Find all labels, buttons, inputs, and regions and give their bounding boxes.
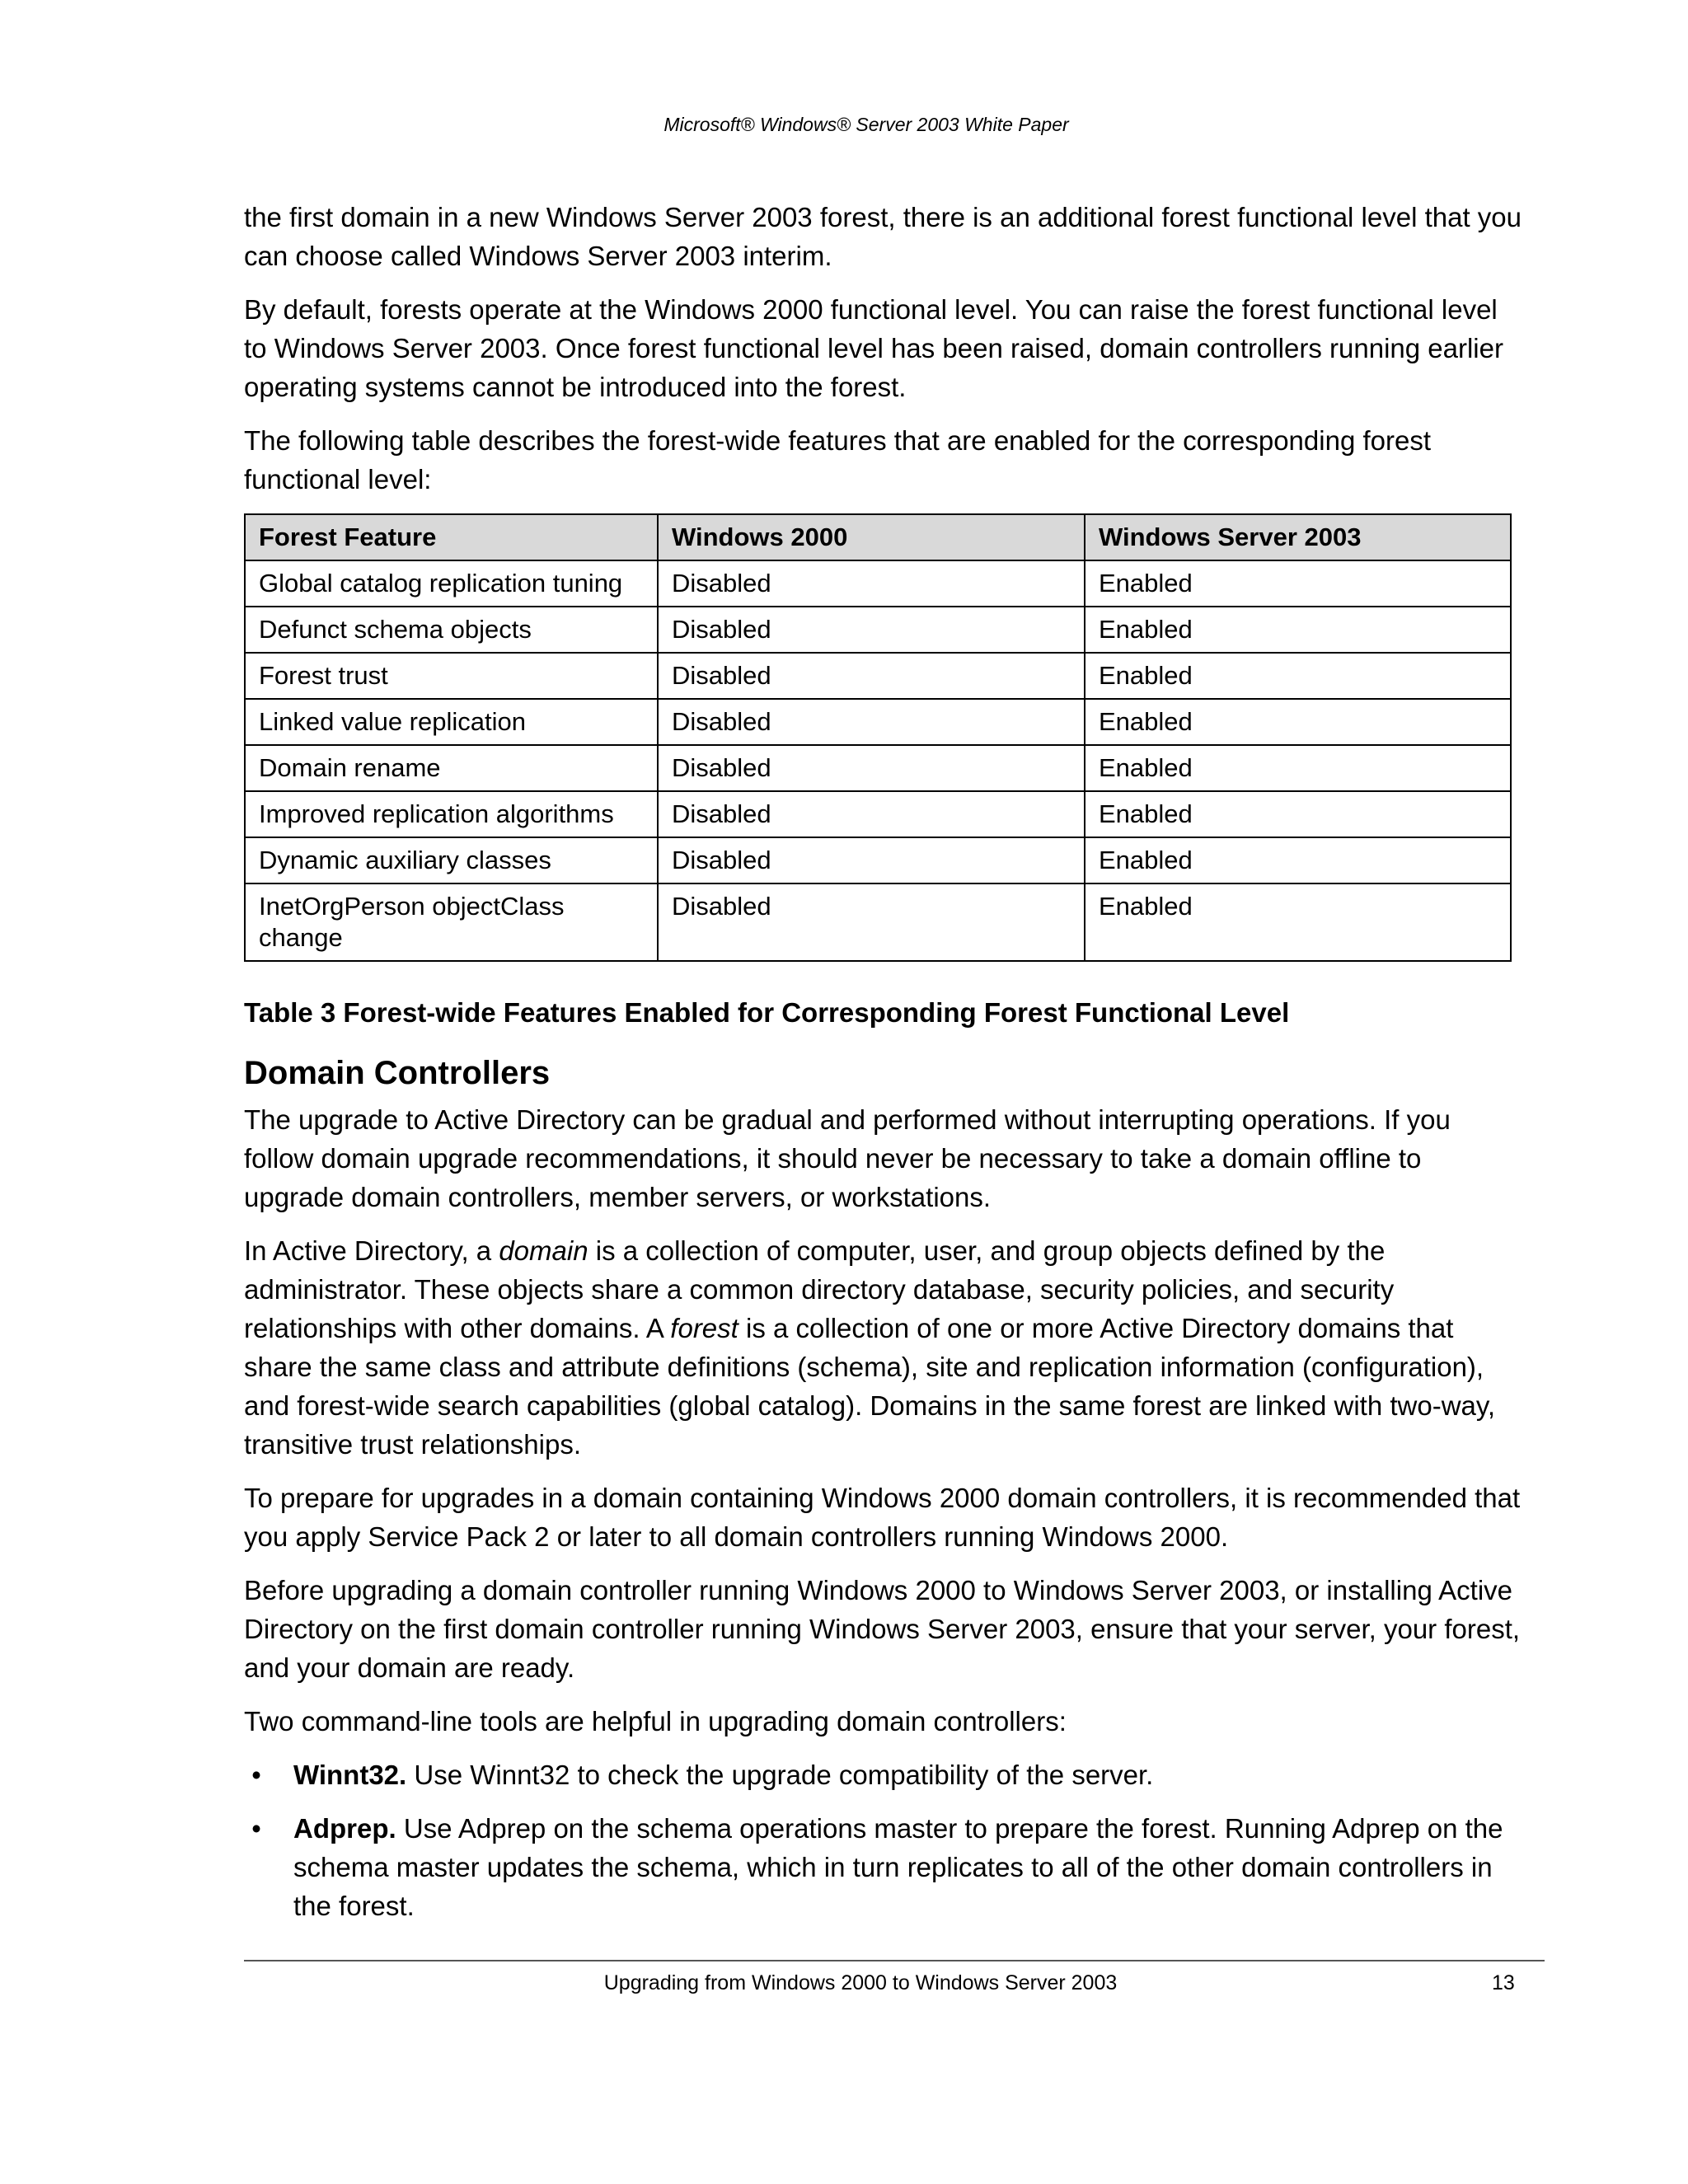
text-run: In Active Directory, a — [244, 1235, 499, 1266]
table-cell: Disabled — [658, 607, 1085, 653]
table-row — [245, 837, 1511, 883]
table-row — [245, 883, 1511, 961]
table-cell: Disabled — [658, 791, 1085, 837]
table-row — [245, 699, 1511, 745]
page-header: Microsoft® Windows® Server 2003 White Paper — [663, 114, 1069, 135]
table-row — [245, 653, 1511, 699]
table-cell: Defunct schema objects — [245, 607, 658, 653]
bullet-icon: • — [251, 1813, 261, 1844]
forest-feature-table — [244, 513, 1512, 962]
section-paragraph-5: Two command-line tools are helpful in upgrading domain controllers: — [244, 1706, 1067, 1736]
list-item-term: Winnt32. — [293, 1760, 407, 1790]
footer-divider — [244, 1960, 1545, 1961]
table-cell: Enabled — [1085, 653, 1511, 699]
section-paragraph-1: The upgrade to Active Directory can be gradual and performed without interrupting operations. If you follow domain upgrade recommendations, it should never be necessary to take a domain offline to upgrade domain controllers, member servers, or workstations. — [244, 1104, 1451, 1212]
page-number: 13 — [1492, 1971, 1515, 1994]
table-cell: Dynamic auxiliary classes — [245, 837, 658, 883]
list-item-text: Use Winnt32 to check the upgrade compatibility of the server. — [406, 1760, 1154, 1790]
tool-list — [244, 1755, 1522, 1925]
table-cell: Global catalog replication tuning — [245, 560, 658, 607]
table-cell: Enabled — [1085, 791, 1511, 837]
table-cell: Domain rename — [245, 745, 658, 791]
footer-title: Upgrading from Windows 2000 to Windows Server 2003 — [603, 1971, 1118, 1994]
table-cell: Improved replication algorithms — [245, 791, 658, 837]
section-heading: Domain Controllers — [244, 1055, 551, 1091]
intro-paragraph-3: The following table describes the forest-wide features that are enabled for the corresponding forest functional level: — [244, 425, 1431, 494]
table-cell: Enabled — [1085, 837, 1511, 883]
table-cell: Disabled — [658, 837, 1085, 883]
text-run: is a collection of computer, user, and group objects defined by the administrator. These objects share a common directory database, security policies, and security relationships with other domains. A — [244, 1235, 1395, 1343]
table-cell: Disabled — [658, 560, 1085, 607]
table-cell: Enabled — [1085, 883, 1511, 961]
section-paragraph-2 — [244, 1231, 1522, 1464]
section-paragraph-4: Before upgrading a domain controller running Windows 2000 to Windows Server 2003, or installing Active Directory on the first domain controller running Windows Server 2003, ensure that your server, your forest, and your domain are ready. — [244, 1575, 1521, 1683]
term-forest: forest — [670, 1313, 738, 1343]
table-cell: Disabled — [658, 883, 1085, 961]
table-cell: Disabled — [658, 745, 1085, 791]
intro-paragraph-2: By default, forests operate at the Windows 2000 functional level. You can raise the forest functional level to Windows Server 2003. Once forest functional level has been raised, domain controllers running earlier operating systems cannot be introduced into the forest. — [244, 294, 1503, 402]
table-row — [245, 791, 1511, 837]
list-item — [244, 1809, 1522, 1925]
table-cell: Disabled — [658, 699, 1085, 745]
table-cell: Enabled — [1085, 745, 1511, 791]
table-row — [245, 560, 1511, 607]
intro-paragraph-1: the first domain in a new Windows Server 2003 forest, there is an additional forest functional level that you can choose called Windows Server 2003 interim. — [244, 202, 1522, 271]
text-run: is a collection of one or more Active Directory domains that share the same class and attribute definitions (schema), site and replication information (configuration), and forest-wide search capabilities (global catalog). Domains in the same forest are linked with two-way, transitive trust relationships. — [244, 1313, 1496, 1460]
table-caption: Table 3 Forest-wide Features Enabled for Corresponding Forest Functional Level — [244, 997, 1290, 1028]
table-cell: Forest trust — [245, 653, 658, 699]
table-cell: Enabled — [1085, 560, 1511, 607]
table-cell: Disabled — [658, 653, 1085, 699]
table-header-cell: Forest Feature — [245, 514, 658, 560]
list-item-text: Use Adprep on the schema operations master to prepare the forest. Running Adprep on the schema master updates the schema, which in turn replicates to all of the other domain controllers in the forest. — [293, 1813, 1503, 1921]
table-header-cell: Windows Server 2003 — [1085, 514, 1511, 560]
table-cell: Linked value replication — [245, 699, 658, 745]
section-paragraph-3: To prepare for upgrades in a domain containing Windows 2000 domain controllers, it is recommended that you apply Service Pack 2 or later to all domain controllers running Windows 2000. — [244, 1483, 1521, 1552]
table-cell: Enabled — [1085, 607, 1511, 653]
table-header-row — [245, 514, 1511, 560]
table-cell: InetOrgPerson objectClass change — [245, 883, 658, 961]
table-cell: Enabled — [1085, 699, 1511, 745]
table-row — [245, 607, 1511, 653]
table-header-cell: Windows 2000 — [658, 514, 1085, 560]
page-content — [244, 198, 1522, 1940]
list-item — [244, 1755, 1522, 1794]
list-item-term: Adprep. — [293, 1813, 396, 1844]
table-row — [245, 745, 1511, 791]
term-domain: domain — [499, 1235, 588, 1266]
bullet-icon: • — [251, 1760, 261, 1790]
